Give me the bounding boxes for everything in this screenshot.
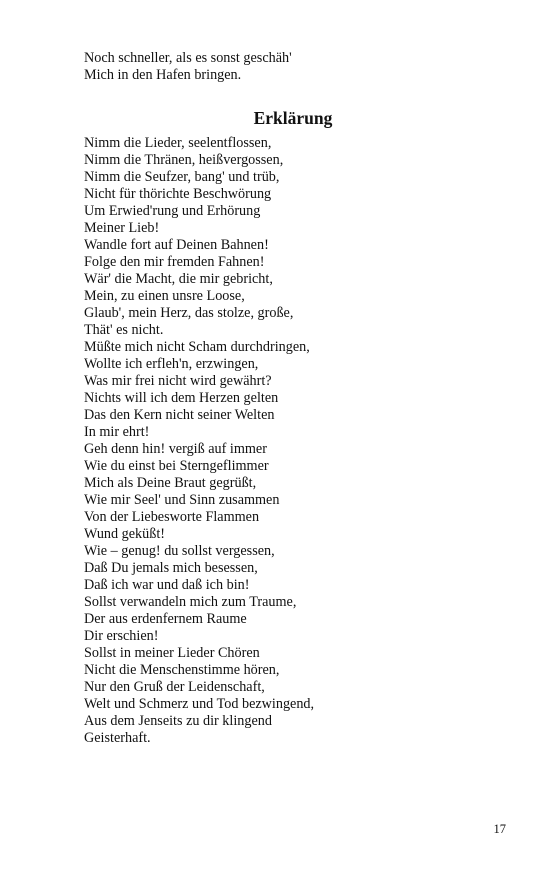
poem-line: Der aus erdenfernem Raume xyxy=(84,611,247,627)
poem-line: Sollst verwandeln mich zum Traume, xyxy=(84,594,297,610)
poem-line: Um Erwied'rung und Erhörung xyxy=(84,203,261,219)
poem-line: Daß ich war und daß ich bin! xyxy=(84,577,250,593)
poem-line: Thät' es nicht. xyxy=(84,322,164,338)
verse-line: Mich in den Hafen bringen. xyxy=(84,67,242,83)
poem-line: Wie du einst bei Sterngeflimmer xyxy=(84,458,269,474)
poem-line: Nicht die Menschenstimme hören, xyxy=(84,662,280,678)
poem-line: Mich als Deine Braut gegrüßt, xyxy=(84,475,257,491)
poem-line: Müßte mich nicht Scham durchdringen, xyxy=(84,339,310,355)
poem-line: Nichts will ich dem Herzen gelten xyxy=(84,390,279,406)
poem-line: Sollst in meiner Lieder Chören xyxy=(84,645,260,661)
poem-line: Von der Liebesworte Flammen xyxy=(84,509,260,525)
poem-line: In mir ehrt! xyxy=(84,424,150,440)
poem-line: Wie mir Seel' und Sinn zusammen xyxy=(84,492,280,508)
page-number: 17 xyxy=(493,822,506,836)
poem-line: Meiner Lieb! xyxy=(84,220,160,236)
poem-line: Folge den mir fremden Fahnen! xyxy=(84,254,265,270)
poem-line: Wie – genug! du sollst vergessen, xyxy=(84,543,275,559)
poem-line: Nur den Gruß der Leidenschaft, xyxy=(84,679,265,695)
poem-line: Nimm die Thränen, heißvergossen, xyxy=(84,152,284,168)
poem-title: Erklärung xyxy=(253,108,333,128)
poem-line: Wund geküßt! xyxy=(84,526,165,542)
verse-line: Noch schneller, als es sonst geschäh' xyxy=(84,50,292,66)
poem-line: Nimm die Seufzer, bang' und trüb, xyxy=(84,169,280,185)
poem-line: Nimm die Lieder, seelentflossen, xyxy=(84,135,272,151)
poem-line: Dir erschien! xyxy=(84,628,159,644)
poem-line: Wollte ich erfleh'n, erzwingen, xyxy=(84,356,259,372)
poem-line: Wär' die Macht, die mir gebricht, xyxy=(84,271,273,287)
poem-line: Geh denn hin! vergiß auf immer xyxy=(84,441,267,457)
poem-line: Daß Du jemals mich besessen, xyxy=(84,560,258,576)
poem-line: Wandle fort auf Deinen Bahnen! xyxy=(84,237,269,253)
poem-line: Glaub', mein Herz, das stolze, große, xyxy=(84,305,294,321)
poem-line: Nicht für thörichte Beschwörung xyxy=(84,186,272,202)
poem-body xyxy=(84,135,314,747)
poem-line: Geisterhaft. xyxy=(84,730,151,746)
poem-line: Mein, zu einen unsre Loose, xyxy=(84,288,245,304)
poem-line: Aus dem Jenseits zu dir klingend xyxy=(84,713,272,729)
preceding-verse xyxy=(84,50,292,84)
poem-line: Welt und Schmerz und Tod bezwingend, xyxy=(84,696,315,712)
poem-line: Das den Kern nicht seiner Welten xyxy=(84,407,275,423)
poem-line: Was mir frei nicht wird gewährt? xyxy=(84,373,272,389)
